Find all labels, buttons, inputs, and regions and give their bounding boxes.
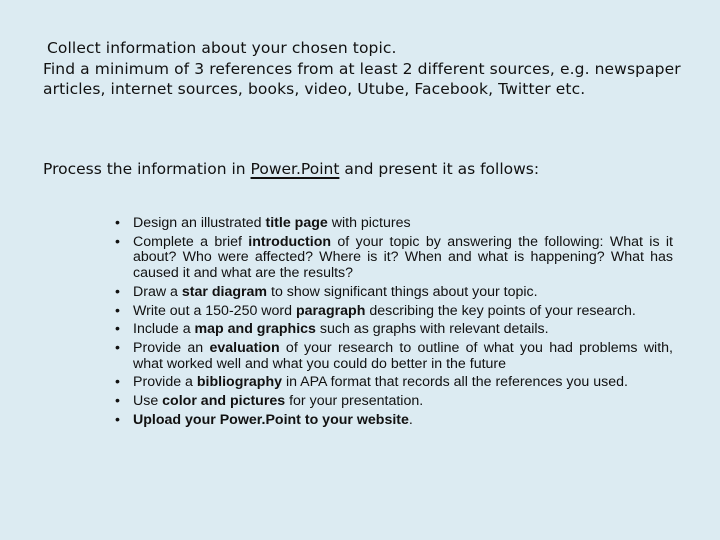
process-heading — [43, 159, 539, 180]
intro-text — [43, 38, 683, 100]
bullet-keyword: color and pictures — [162, 393, 286, 410]
bullet-text: Complete a brief — [133, 233, 249, 250]
bullet-dot-icon: • — [115, 283, 120, 300]
bullet-text: Provide an — [133, 340, 210, 357]
bullet-text: Write out a 150-250 word — [133, 302, 296, 319]
bullet-text: in APA format that records all the references you used. — [282, 374, 628, 391]
bullet-text: such as graphs with relevant details. — [315, 321, 549, 338]
bullet-text: for your presentation. — [285, 393, 424, 410]
bullet-text: describing the key points of your research. — [365, 302, 636, 319]
bullet-dot-icon: • — [115, 233, 120, 250]
bullet-dot-icon: • — [115, 412, 120, 429]
bullet-text: Design an illustrated — [133, 215, 266, 231]
bullet-dot-icon: • — [115, 215, 120, 231]
bullet-dot-icon: • — [115, 302, 120, 319]
bullet-keyword: map and graphics — [194, 321, 316, 338]
bullet-text: of your research to outline of what you had problems with, what worked well and what you could do better in the future — [133, 340, 673, 372]
bullet-text: of your topic by answering the following: What is it about? Who were affected? Where is it? When and what is happening? What has caused it and what are the results? — [133, 233, 673, 281]
bullet-introduction — [113, 235, 673, 282]
process-text-before: Process the information in — [43, 160, 251, 178]
bullet-text: with pictures — [327, 215, 411, 231]
intro-line-references: Find a minimum of 3 references from at least 2 different sources, e.g. newspaper articles, internet sources, books, video, Utube, Facebook, Twitter etc. — [43, 59, 681, 98]
powerpoint-link: Power.Point — [250, 160, 340, 178]
bullet-text: to show significant things about your topic. — [267, 283, 538, 300]
process-text-after: and present it as follows: — [339, 160, 540, 178]
intro-line-collect: Collect information about your chosen topic. — [47, 39, 397, 57]
bullet-text: . — [408, 412, 413, 429]
bullet-upload — [113, 413, 673, 429]
bullet-dot-icon: • — [115, 393, 120, 410]
bullet-text: Draw a — [133, 283, 182, 300]
bullet-text: Provide a — [133, 374, 197, 391]
bullet-bibliography — [113, 375, 673, 391]
bullet-dot-icon: • — [115, 374, 120, 391]
bullet-keyword: bibliography — [196, 374, 283, 391]
bullet-text: Include a — [133, 321, 195, 338]
task-bullet-list — [113, 216, 673, 432]
bullet-map-graphics — [113, 322, 673, 338]
bullet-dot-icon: • — [115, 321, 120, 338]
bullet-color-pictures — [113, 394, 673, 410]
bullet-title-page — [113, 216, 673, 232]
bullet-keyword: introduction — [248, 233, 332, 250]
bullet-evaluation — [113, 341, 673, 372]
bullet-paragraph — [113, 304, 673, 320]
bullet-keyword: paragraph — [295, 302, 366, 319]
bullet-text: Use — [133, 393, 163, 410]
bullet-keyword: star diagram — [181, 283, 268, 300]
bullet-star-diagram — [113, 285, 673, 301]
bullet-keyword: evaluation — [209, 340, 280, 357]
bullet-keyword: title page — [265, 215, 328, 231]
bullet-dot-icon: • — [115, 340, 120, 357]
bullet-keyword: Upload your Power.Point to your website — [133, 412, 409, 429]
